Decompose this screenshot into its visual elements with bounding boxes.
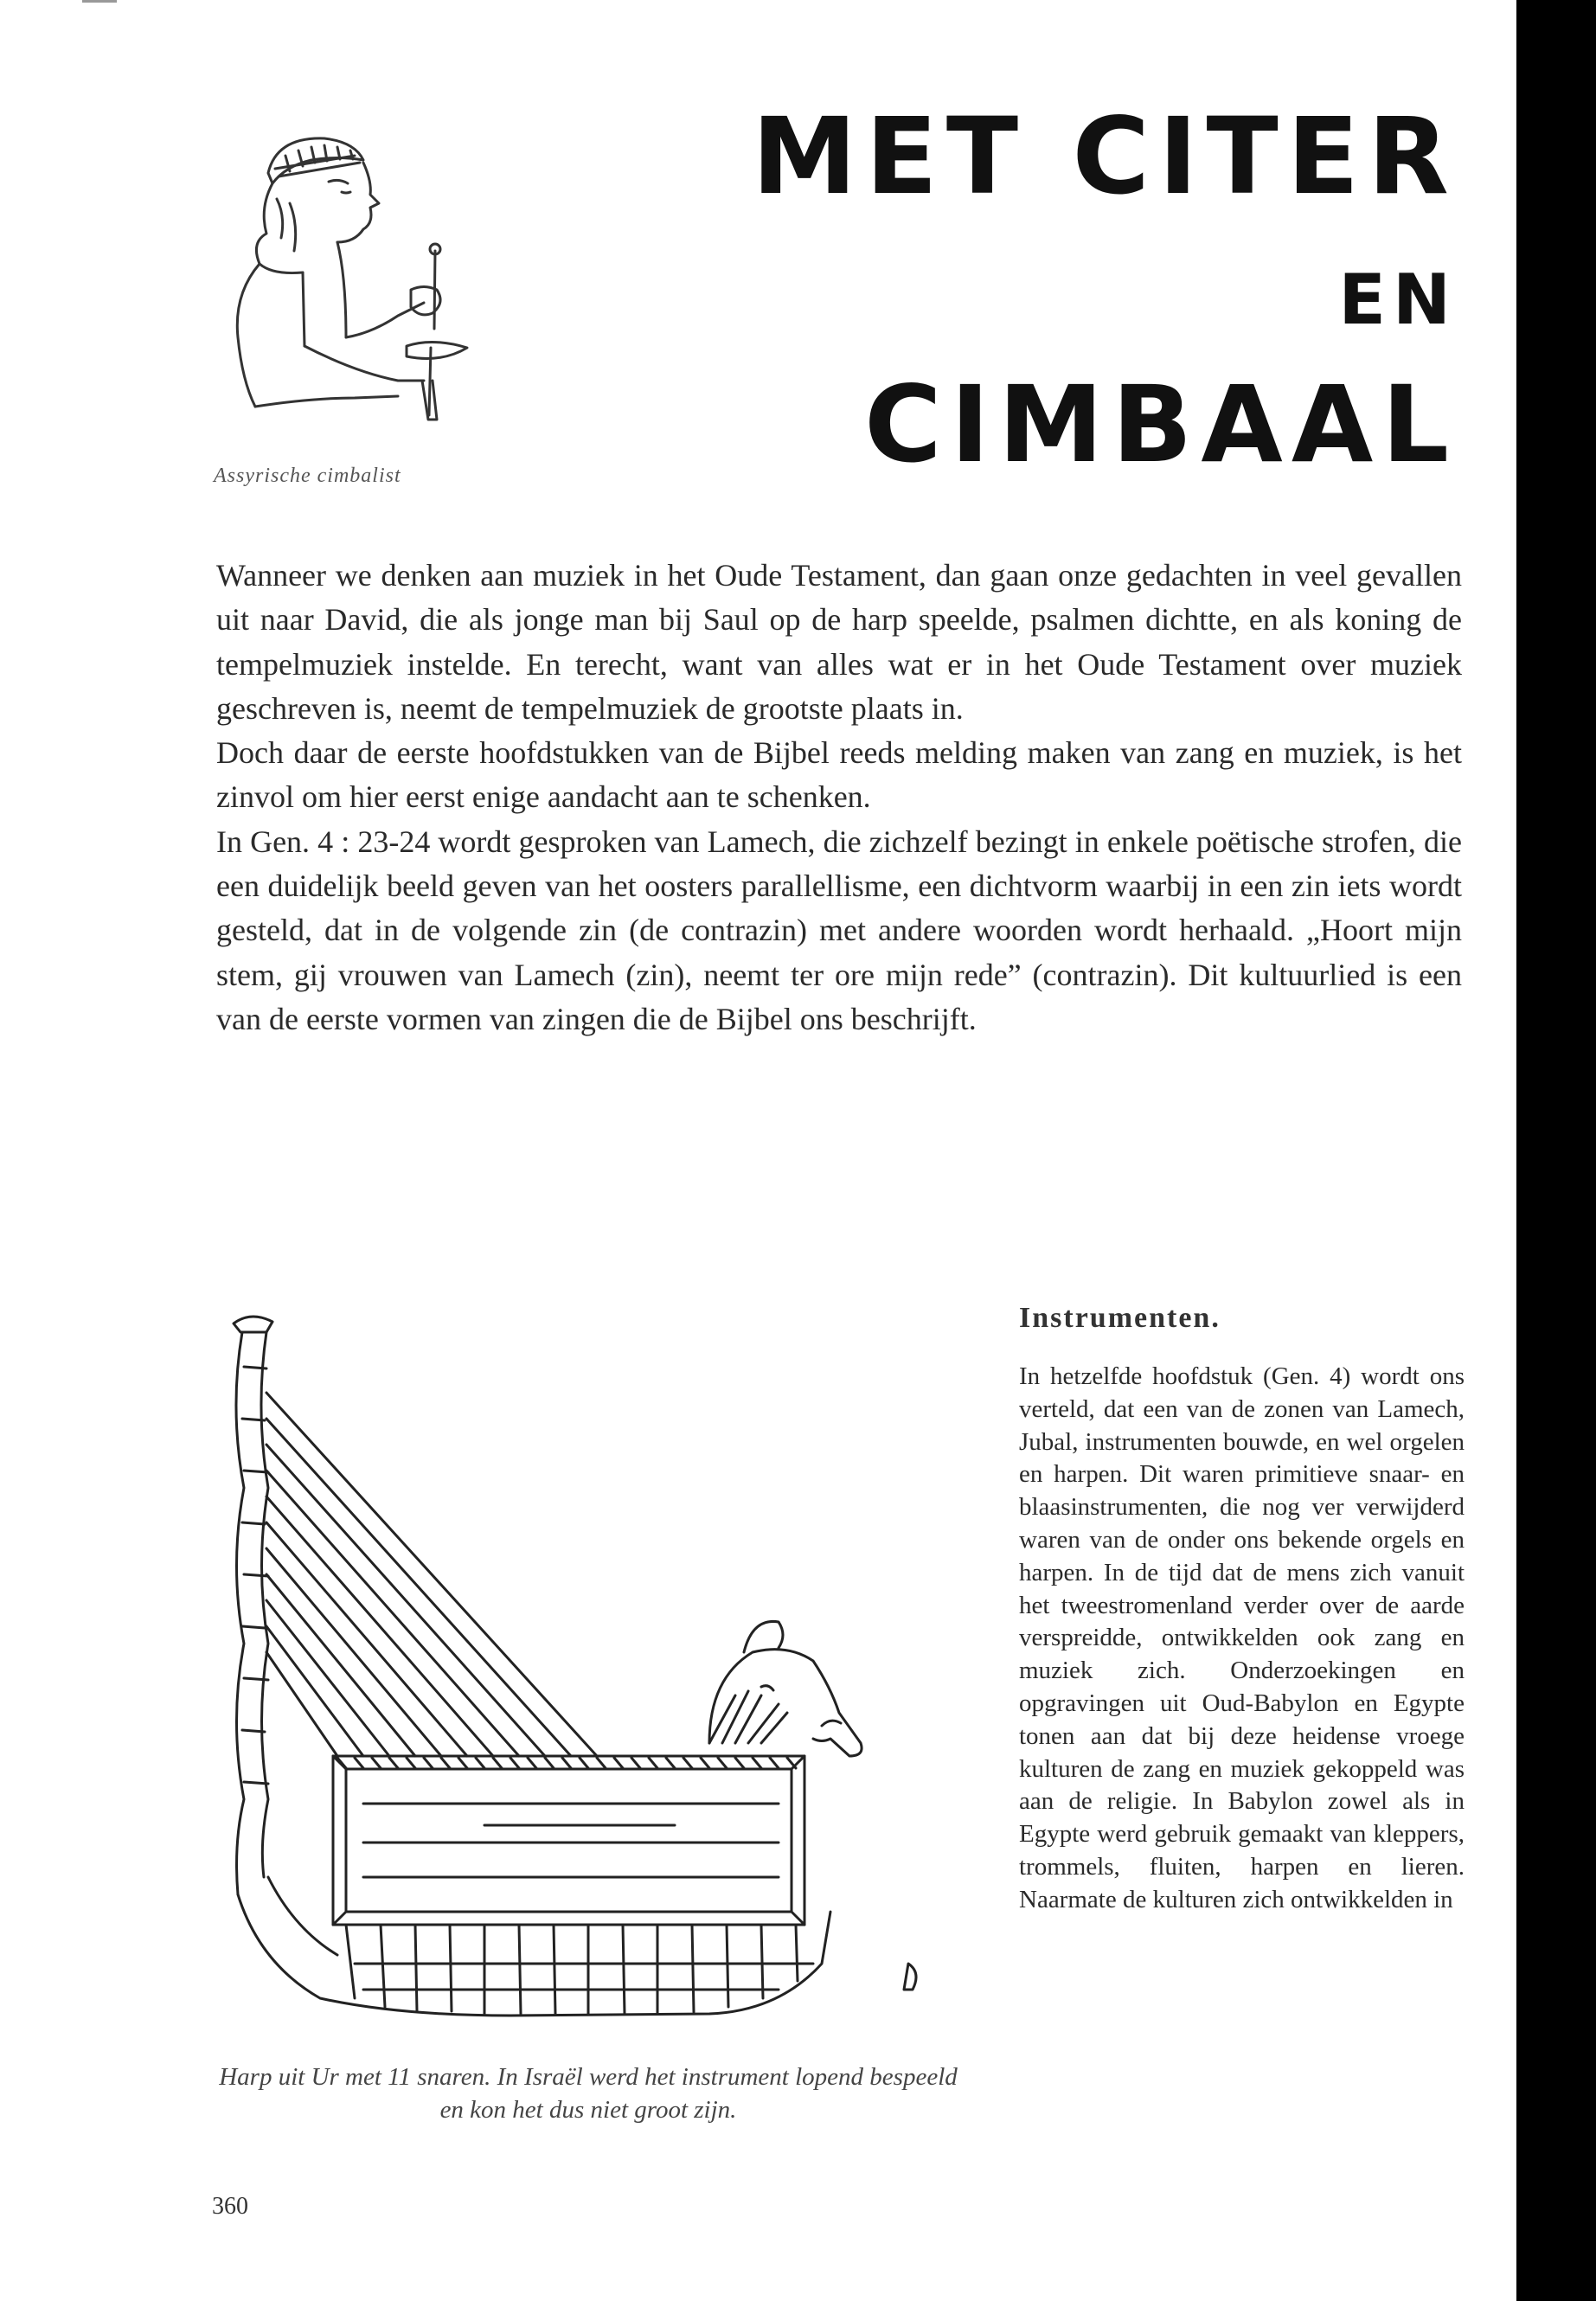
intro-paragraph-2: Doch daar de eerste hoofdstukken van de Bijbel reeds melding maken van zang en muziek, is het zinvol om hier eerst enige aandacht aan te schenken. [216, 735, 1462, 815]
scan-edge-bar [1516, 0, 1596, 2301]
intro-paragraph-1: Wanneer we denken aan muziek in het Oude Testament, dan gaan onze gedachten in veel gevallen uit naar David, die als jonge man bij Saul op de harp speelde, psalmen dichtte, en als koning de tempelmuziek instelde. En terecht, want van alles wat er in het Oude Testament over muziek geschreven is, neemt de tempelmuziek de grootste plaats in. [216, 558, 1462, 726]
bottom-illustration-caption: Harp uit Ur met 11 snaren. In Israël werd het instrument lopend bespeeld en kon het dus niet groot zijn. [219, 2063, 958, 2124]
top-illustration-caption: Assyrische cimbalist [214, 465, 401, 487]
intro-paragraph-3: In Gen. 4 : 23-24 wordt gesproken van Lamech, die zichzelf bezingt in enkele poëtische strofen, die een duidelijk beeld geven van het oosters parallellisme, een dichtvorm waarbij in een zin iets wordt gesteld, dat in de volgende zin (de contrazin) met andere woorden wordt herhaald. „Hoort mijn stem, gij vrouwen van Lamech (zin), neemt ter ore mijn rede” (contrazin). Dit kultuurlied is een van de eerste vormen van zingen die de Bijbel ons beschrijft. [216, 824, 1462, 1036]
title-line-1: MET CITER [752, 95, 1458, 218]
section-heading: Instrumenten. [1019, 1302, 1221, 1334]
harp-of-ur-drawing [225, 1306, 943, 2033]
section-column [1019, 1361, 1465, 1917]
title-line-3: CIMBAAL [864, 363, 1458, 486]
page-number: 360 [212, 2193, 248, 2220]
title-line-2: EN [1338, 260, 1458, 340]
scan-mark [82, 0, 117, 3]
section-paragraph: In hetzelfde hoofdstuk (Gen. 4) wordt ons verteld, dat een van de zonen van Lamech, Jubal, instrumenten bouwde, en wel orgelen en harpen. Dit waren primitieve snaar- en blaasinstrumenten, die nog ver verwijderd waren van de onder ons bekende orgels en harpen. In de tijd dat de mens zich vanuit het tweestromenland verder over de aarde verspreidde, ontwikkelden ook zang en muziek zich. Onderzoekingen en opgravingen uit Oud-Babylon en Egypte tonen aan dat bij deze heidense vroege kulturen de zang en muziek gekoppeld was aan de religie. In Babylon zowel als in Egypte werd gebruik gemaakt van kleppers, trommels, fluiten, harpen en lieren. Naarmate de kulturen zich ontwikkelden in [1019, 1362, 1465, 1913]
assyrian-cymbalist-drawing [225, 121, 510, 441]
intro-text [216, 554, 1462, 1042]
